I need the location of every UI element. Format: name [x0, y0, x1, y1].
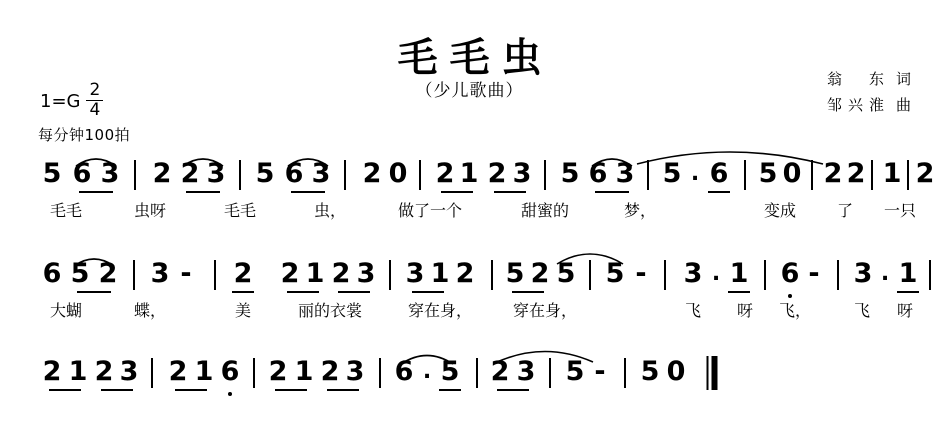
- note: 1: [882, 158, 902, 189]
- augmentation-dot: .: [422, 359, 432, 384]
- note: 2: [280, 258, 300, 289]
- note: 5: [565, 356, 585, 387]
- barline: [491, 260, 493, 290]
- beam: [327, 389, 359, 391]
- note: 6: [220, 356, 240, 387]
- low-octave-dot: [788, 294, 792, 298]
- note: 1: [729, 258, 749, 289]
- note: 3: [311, 158, 331, 189]
- lyric: 丽的衣裳: [297, 301, 363, 320]
- barline: [476, 358, 478, 388]
- lyric: 毛毛: [223, 201, 257, 220]
- beam: [595, 191, 629, 193]
- note: 2: [268, 356, 288, 387]
- note: 5: [605, 258, 625, 289]
- lyric: 一只: [883, 201, 917, 220]
- barline: [907, 160, 909, 190]
- note: 2: [94, 356, 114, 387]
- barline: [744, 160, 746, 190]
- barline: [664, 260, 666, 290]
- barline: [549, 358, 551, 388]
- note: 3: [100, 158, 120, 189]
- barline: [134, 160, 136, 190]
- beam: [708, 191, 730, 193]
- lyric: 飞: [853, 301, 871, 320]
- note: 0: [782, 158, 802, 189]
- note: 3: [356, 258, 376, 289]
- note: 2: [331, 258, 351, 289]
- beam: [494, 191, 526, 193]
- note: 3: [516, 356, 536, 387]
- barline: [239, 160, 241, 190]
- note-row-1: [0, 158, 939, 200]
- note: 6: [394, 356, 414, 387]
- lyric: 蝶，: [133, 301, 167, 320]
- note: 5: [640, 356, 660, 387]
- music-system-1: [0, 158, 939, 226]
- note: 5: [560, 158, 580, 189]
- note: 5: [42, 158, 62, 189]
- beam: [338, 291, 370, 293]
- note: 1: [294, 356, 314, 387]
- beam: [101, 389, 133, 391]
- note-dash: -: [180, 258, 192, 289]
- lyric: 穿在身，: [512, 301, 578, 320]
- credit-composer: [827, 92, 911, 118]
- augmentation-dot: .: [711, 261, 721, 286]
- barline: [871, 160, 873, 190]
- low-octave-dot: [228, 392, 232, 396]
- lyric: 梦，: [623, 201, 657, 220]
- lyric-row-3: [0, 398, 939, 424]
- barline: [544, 160, 546, 190]
- note: 1: [68, 356, 88, 387]
- lyric: 呀: [896, 301, 914, 320]
- barline: [379, 358, 381, 388]
- note: 3: [206, 158, 226, 189]
- note: 3: [405, 258, 425, 289]
- lyric: 甜蜜的: [520, 201, 570, 220]
- note: 6: [588, 158, 608, 189]
- barline: [389, 260, 391, 290]
- beam: [77, 291, 111, 293]
- note-dash: -: [635, 258, 647, 289]
- note: 2: [487, 158, 507, 189]
- note: 2: [823, 158, 843, 189]
- note: 3: [512, 158, 532, 189]
- time-signature: [86, 82, 103, 119]
- note: 1: [459, 158, 479, 189]
- note: 5: [440, 356, 460, 387]
- credit-lyricist: [827, 66, 911, 92]
- note: 5: [556, 258, 576, 289]
- tempo-marking: 每分钟100拍: [38, 126, 131, 144]
- barline: [929, 260, 931, 290]
- note: 5: [662, 158, 682, 189]
- note: 2: [915, 158, 935, 189]
- barline: [647, 160, 649, 190]
- music-system-2: [0, 258, 939, 326]
- note: 1: [194, 356, 214, 387]
- note: 3: [150, 258, 170, 289]
- lyric: 虫呀: [133, 201, 167, 220]
- note: 3: [853, 258, 873, 289]
- credit-composer-name: 邹兴淮: [826, 96, 890, 114]
- beam: [287, 291, 319, 293]
- song-title: 毛毛虫: [397, 35, 554, 81]
- note: 0: [666, 356, 686, 387]
- note: 2: [180, 158, 200, 189]
- barline: [151, 358, 153, 388]
- note-row-2: [0, 258, 939, 300]
- barline: [133, 260, 135, 290]
- lyric: 变成: [763, 201, 797, 220]
- note-dash: -: [594, 356, 606, 387]
- note: 3: [119, 356, 139, 387]
- note: 2: [435, 158, 455, 189]
- note: 2: [233, 258, 253, 289]
- lyric: 穿在身，: [407, 301, 473, 320]
- beam: [275, 389, 307, 391]
- credit-lyricist-name: 翁 东: [826, 70, 890, 88]
- note: 2: [530, 258, 550, 289]
- credit-lyricist-role: 词: [895, 70, 911, 88]
- note: 2: [152, 158, 172, 189]
- time-signature-denominator: 4: [86, 100, 103, 119]
- note: 5: [255, 158, 275, 189]
- lyric: 做了一个: [397, 201, 463, 220]
- lyric: 飞，: [778, 301, 812, 320]
- lyric: 呀: [736, 301, 754, 320]
- note: 6: [284, 158, 304, 189]
- credits: [827, 66, 911, 118]
- note-dash: -: [808, 258, 820, 289]
- note: 2: [455, 258, 475, 289]
- key-label: 1=G: [40, 91, 81, 112]
- barline: [624, 358, 626, 388]
- note: 5: [505, 258, 525, 289]
- note: 2: [42, 356, 62, 387]
- barline: [764, 260, 766, 290]
- note: 3: [615, 158, 635, 189]
- note: 5: [758, 158, 778, 189]
- final-barline: [707, 356, 718, 390]
- barline: [344, 160, 346, 190]
- lyric: 大蝴: [49, 301, 83, 320]
- beam: [79, 191, 113, 193]
- barline: [253, 358, 255, 388]
- beam: [49, 389, 81, 391]
- lyric-row-2: [0, 300, 939, 326]
- lyric-row-1: [0, 200, 939, 226]
- note-row-3: [0, 356, 939, 398]
- barline: [214, 260, 216, 290]
- augmentation-dot: .: [690, 161, 700, 186]
- barline: [419, 160, 421, 190]
- note: 3: [683, 258, 703, 289]
- note: 6: [72, 158, 92, 189]
- beam: [412, 291, 444, 293]
- note: 0: [388, 158, 408, 189]
- note: 1: [430, 258, 450, 289]
- time-signature-numerator: 2: [89, 80, 101, 100]
- barline: [589, 260, 591, 290]
- lyric: 了: [836, 201, 854, 220]
- note: 1: [305, 258, 325, 289]
- beam: [728, 291, 750, 293]
- song-subtitle: （少儿歌曲）: [415, 81, 524, 101]
- note: 2: [320, 356, 340, 387]
- barline: [837, 260, 839, 290]
- lyric: 毛毛: [49, 201, 83, 220]
- note: 5: [70, 258, 90, 289]
- note: 6: [780, 258, 800, 289]
- lyric: 美: [234, 301, 252, 320]
- beam: [186, 191, 220, 193]
- note: 2: [490, 356, 510, 387]
- credit-composer-role: 曲: [895, 96, 911, 114]
- note: 2: [98, 258, 118, 289]
- beam: [497, 389, 529, 391]
- barline: [811, 160, 813, 190]
- note: 2: [846, 158, 866, 189]
- note: 2: [362, 158, 382, 189]
- note: 1: [898, 258, 918, 289]
- beam: [512, 291, 544, 293]
- beam: [439, 389, 461, 391]
- beam: [175, 389, 207, 391]
- lyric: 飞: [684, 301, 702, 320]
- beam: [441, 191, 473, 193]
- note: 6: [709, 158, 729, 189]
- lyric: 虫，: [313, 201, 347, 220]
- music-system-3: [0, 356, 939, 424]
- note: 3: [345, 356, 365, 387]
- beam: [291, 191, 325, 193]
- augmentation-dot: .: [880, 261, 890, 286]
- note: 2: [168, 356, 188, 387]
- note: 6: [42, 258, 62, 289]
- key-signature: [40, 80, 103, 120]
- beam: [232, 291, 254, 293]
- beam: [897, 291, 919, 293]
